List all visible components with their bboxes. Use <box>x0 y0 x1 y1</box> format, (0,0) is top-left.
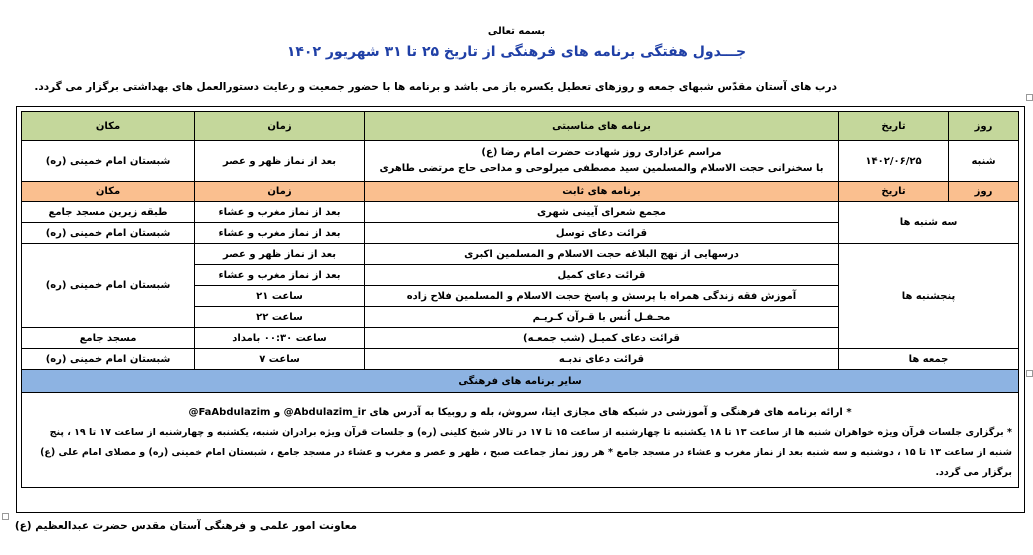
intro-text: درب های آستان مقدّس شبهای جمعه و روزهای تعطیل یکسره باز می باشد و برنامه ها با حضور جمعیت و رعایت دستورالعمل های بهداشتی برگزار می گردد. <box>34 81 837 93</box>
place-cell: طبقه زیرین مسجد جامع <box>22 202 195 223</box>
table-row <box>22 244 1019 265</box>
program-cell: آموزش فقه زندگی همراه با پرسش و پاسخ حجت الاسلام و المسلمین فلاح زاده <box>365 286 839 307</box>
program-cell: درسهایی از نهج البلاغه حجت الاسلام و المسلمین اکبری <box>365 244 839 265</box>
time-cell: ساعت ۷ <box>195 349 365 370</box>
time-cell: بعد از نماز مغرب و عشاء <box>195 223 365 244</box>
occasion-program <box>365 141 839 182</box>
col-date: تاریخ <box>839 182 949 202</box>
bismillah: بسمه تعالی <box>487 26 546 37</box>
fixed-header-row <box>22 182 1019 202</box>
col-place: مکان <box>22 182 195 202</box>
occasion-line-1: مراسم عزاداری روز شهادت حضرت امام رضا (ع) <box>481 147 722 158</box>
anchor-marker <box>1026 370 1033 377</box>
table-row <box>22 349 1019 370</box>
time-cell: بعد از نماز مغرب و عشاء <box>195 265 365 286</box>
notes-row <box>22 393 1019 488</box>
col-time: زمان <box>195 182 365 202</box>
anchor-marker <box>1026 94 1033 101</box>
col-place: مکان <box>22 112 195 141</box>
time-cell: ساعت ۰۰:۳۰ بامداد <box>195 328 365 349</box>
col-fixed-programs: برنامه های ثابت <box>365 182 839 202</box>
time-cell: ساعت ۲۱ <box>195 286 365 307</box>
col-time: زمان <box>195 112 365 141</box>
note-1-and: و <box>273 407 281 418</box>
program-cell: قرائت دعای توسل <box>365 223 839 244</box>
anchor-marker <box>2 513 9 520</box>
other-programs-header-row <box>22 370 1019 393</box>
occasion-row <box>22 141 1019 182</box>
occasion-date: ۱۴۰۲/۰۶/۲۵ <box>839 141 949 182</box>
handle-faabdulazim-link[interactable]: @FaAbdulazim <box>188 407 271 418</box>
program-cell: قرائت دعای ندبـه <box>365 349 839 370</box>
friday-day: جمعه ها <box>839 349 1019 370</box>
program-cell: محـفـل اُنس با قـرآن کـریـم <box>365 307 839 328</box>
program-cell: قرائت دعای کمیل <box>365 265 839 286</box>
occasion-header-row <box>22 112 1019 141</box>
col-date: تاریخ <box>839 112 949 141</box>
page-title: جـــدول هفتگی برنامه های فرهنگی از تاریخ ۲۵ تا ۳۱ شهریور ۱۴۰۲ <box>286 44 747 60</box>
tuesday-day: سه شنبه ها <box>839 202 1019 244</box>
note-1-text: * ارائه برنامه های فرهنگی و آموزشی در شبکه های مجازی ایتا، سروش، بله و روبیکا به آدرس های <box>369 407 852 418</box>
handle-abdulazim-link[interactable]: @Abdulazim_ir <box>283 407 367 418</box>
footer-signature: معاونت امور علمی و فرهنگی آستان مقدس حضرت عبدالعظیم (ع) <box>14 520 357 532</box>
time-cell: بعد از نماز ظهر و عصر <box>195 244 365 265</box>
time-cell: ساعت ۲۲ <box>195 307 365 328</box>
occasion-place: شبستان امام خمینی (ره) <box>22 141 195 182</box>
other-programs-heading: سایر برنامه های فرهنگی <box>22 370 1019 393</box>
notes-cell <box>22 393 1019 488</box>
program-cell: مجمع شعرای آیینی شهری <box>365 202 839 223</box>
program-cell: قرائت دعای کمیـل (شب جمعـه) <box>365 328 839 349</box>
thursday-day: پنجشنبه ها <box>839 244 1019 349</box>
col-occasion-programs: برنامه های مناسبتی <box>365 112 839 141</box>
note-1 <box>28 403 1012 423</box>
schedule-table <box>21 111 1019 488</box>
place-cell: مسجد جامع <box>22 328 195 349</box>
time-cell: بعد از نماز مغرب و عشاء <box>195 202 365 223</box>
place-cell: شبستان امام خمینی (ره) <box>22 223 195 244</box>
place-cell: شبستان امام خمینی (ره) <box>22 349 195 370</box>
occasion-day: شنبه <box>949 141 1019 182</box>
occasion-time: بعد از نماز ظهر و عصر <box>195 141 365 182</box>
occasion-line-2: با سخنرانی حجت الاسلام والمسلمین سید مصطفی میرلوحی و مداحی حاج مرتضی طاهری <box>379 163 824 174</box>
note-2: * برگزاری جلسات قرآن ویژه خواهران شنبه ها از ساعت ۱۳ تا ۱۸ یکشنبه تا چهارشنبه از ساعت ۱۵ تا ۱۷ در تالار شیخ کلینی (ره) و جلسات قرآن ویژه برادران شنبه، یکشنبه و چهارشنبه از ساعت ۱۷ تا ۱۹ ، پنج شنبه از ساعت ۱۳ تا ۱۵ ، دوشنبه و سه شنبه بعد از نماز مغرب و عشاء در مسجد جامع * هر روز نماز جماعت صبح ، ظهر و عصر و مغرب و عشاء در مسجد جامع ، شبستان امام خمینی (ره) و مصلای امام علی (ع) برگزار می گردد. <box>40 427 1012 478</box>
col-day: روز <box>949 112 1019 141</box>
col-day: روز <box>949 182 1019 202</box>
table-row <box>22 202 1019 223</box>
thursday-place: شبستان امام خمینی (ره) <box>22 244 195 328</box>
